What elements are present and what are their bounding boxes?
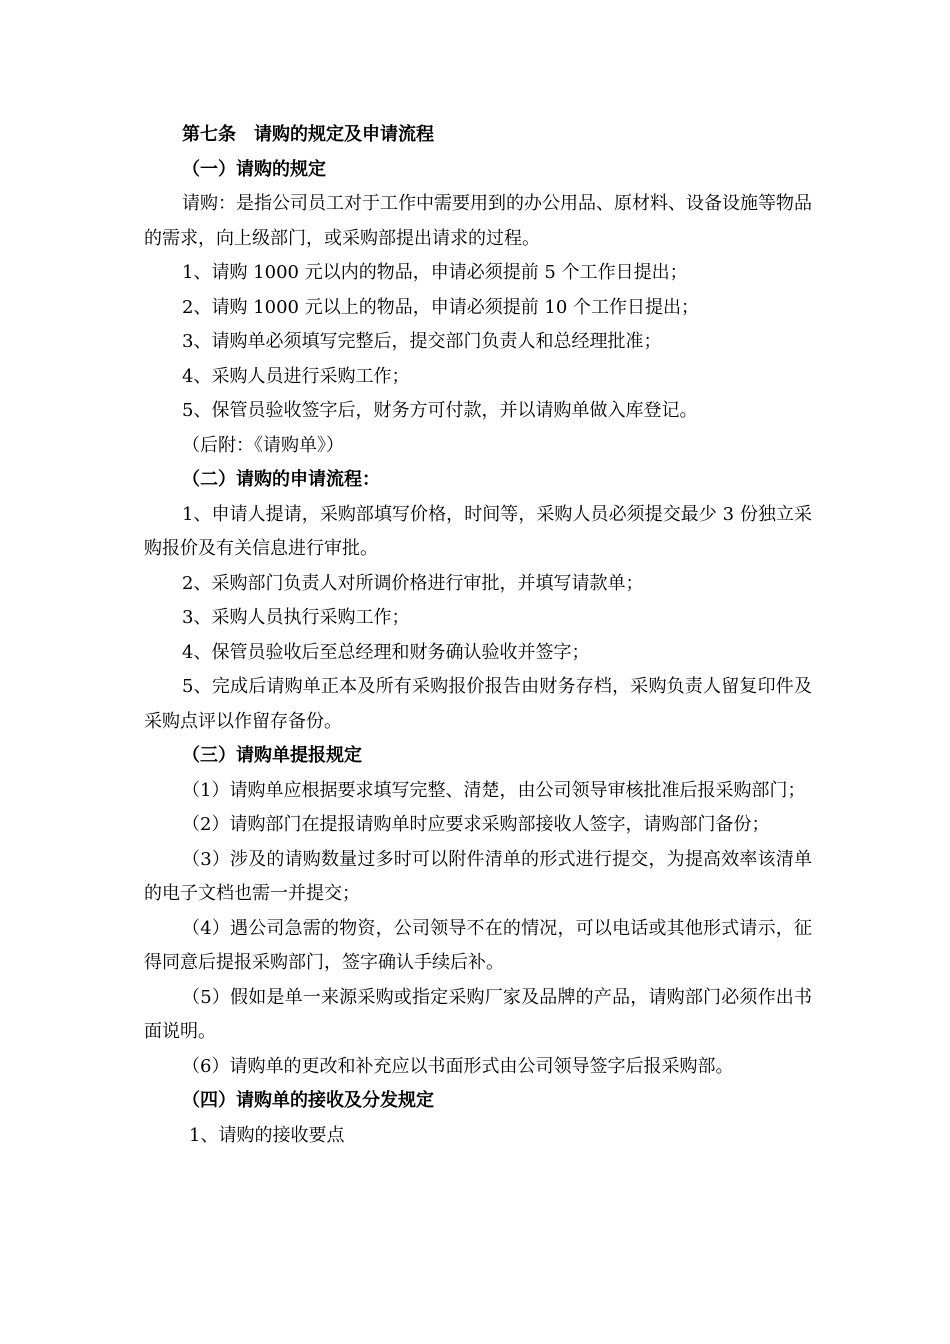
list-item: 2、请购 1000 元以上的物品，申请必须提前 10 个工作日提出； xyxy=(182,296,700,318)
list-item: 3、请购单必须填写完整后，提交部门负责人和总经理批准； xyxy=(182,331,662,352)
article-heading: 第七条 请购的规定及申请流程 xyxy=(182,124,434,145)
list-item: （4）遇公司急需的物资，公司领导不在的情况，可以电话或其他形式请示，征得同意后提报采购部门，签字确认手续后补。 xyxy=(144,917,812,973)
attachment-note: （后附：《请购单》） xyxy=(182,434,344,456)
list-item: 1、申请人提请，采购部填写价格，时间等，采购人员必须提交最少 3 份独立采购报价及有关信息进行审批。 xyxy=(144,503,812,559)
list-item: （1）请购单应根据要求填写完整、清楚，由公司领导审核批准后报采购部门； xyxy=(182,779,806,801)
document-body xyxy=(144,118,812,1153)
paragraph-definition: 请购：是指公司员工对于工作中需要用到的办公用品、原材料、设备设施等物品的需求，向上级部门，或采购部提出请求的过程。 xyxy=(144,193,812,249)
list-item: （6）请购单的更改和补充应以书面形式由公司领导签字后报采购部。 xyxy=(182,1055,734,1077)
list-item: 3、采购人员执行采购工作； xyxy=(182,607,410,628)
list-item: （3）涉及的请购数量过多时可以附件清单的形式进行提交，为提高效率该清单的电子文档也需一并提交； xyxy=(144,848,812,904)
list-item: 5、完成后请购单正本及所有采购报价报告由财务存档，采购负责人留复印件及采购点评以作留存备份。 xyxy=(144,676,812,732)
list-item: 1、请购 1000 元以内的物品，申请必须提前 5 个工作日提出； xyxy=(182,262,688,283)
list-item: 4、保管员验收后至总经理和财务确认验收并签字； xyxy=(182,641,590,663)
list-item: 5、保管员验收签字后，财务方可付款，并以请购单做入库登记。 xyxy=(182,400,698,421)
list-item: （5）假如是单一来源采购或指定采购厂家及品牌的产品，请购部门必须作出书面说明。 xyxy=(144,986,812,1042)
section-heading-2: （二）请购的申请流程： xyxy=(182,469,380,490)
list-item: 1、请购的接收要点 xyxy=(189,1124,345,1146)
section-heading-1: （一）请购的规定 xyxy=(182,158,326,180)
list-item: （2）请购部门在提报请购单时应要求采购部接收人签字，请购部门备份； xyxy=(182,814,770,835)
section-heading-4: （四）请购单的接收及分发规定 xyxy=(182,1090,434,1111)
list-item: 2、采购部门负责人对所调价格进行审批，并填写请款单； xyxy=(182,572,644,594)
list-item: 4、采购人员进行采购工作； xyxy=(182,365,410,387)
section-heading-3: （三）请购单提报规定 xyxy=(182,745,362,766)
